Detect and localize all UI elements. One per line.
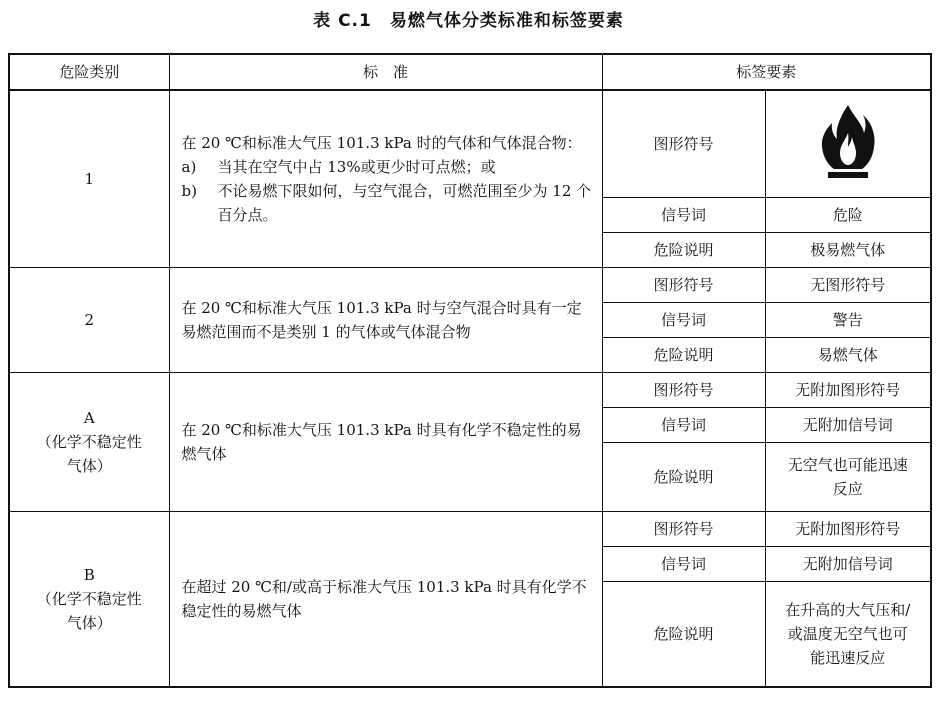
table-row xyxy=(9,512,931,547)
criteria-cell xyxy=(169,90,602,268)
element-value: 警告 xyxy=(765,303,931,338)
category-code: B xyxy=(83,566,95,584)
criteria-intro: 在 20 ℃和标准大气压 101.3 kPa 时的气体和气体混合物： xyxy=(181,134,582,152)
category-cell: 2 xyxy=(9,268,169,373)
element-value: 无图形符号 xyxy=(765,268,931,303)
flame-icon xyxy=(818,103,878,185)
header-criteria: 标 准 xyxy=(169,54,602,90)
element-value: 无附加信号词 xyxy=(765,547,931,582)
element-value: 无附加图形符号 xyxy=(765,512,931,547)
element-label: 信号词 xyxy=(602,198,765,233)
header-category: 危险类别 xyxy=(9,54,169,90)
element-value: 危险 xyxy=(765,198,931,233)
item-marker: b) xyxy=(181,182,197,200)
element-label: 图形符号 xyxy=(602,268,765,303)
pictogram-cell xyxy=(765,90,931,198)
element-value: 无附加信号词 xyxy=(765,408,931,443)
element-label: 信号词 xyxy=(602,408,765,443)
category-note: （化学不稳定性气体） xyxy=(36,433,142,475)
element-label: 危险说明 xyxy=(602,443,765,512)
item-marker: a) xyxy=(181,158,197,176)
element-label: 图形符号 xyxy=(602,90,765,198)
element-value: 无附加图形符号 xyxy=(765,373,931,408)
item-text: 不论易燃下限如何，与空气混合，可燃范围至少为 12 个百分点。 xyxy=(217,182,592,224)
flammable-gas-classification-table xyxy=(8,53,932,688)
criteria-item xyxy=(182,179,592,227)
category-note: （化学不稳定性气体） xyxy=(36,590,142,632)
criteria-cell: 在超过 20 ℃和/或高于标准大气压 101.3 kPa 时具有化学不稳定性的易燃气体 xyxy=(169,512,602,688)
element-label: 危险说明 xyxy=(602,338,765,373)
table-row xyxy=(9,90,931,198)
item-text: 当其在空气中占 13%或更少时可点燃；或 xyxy=(217,158,496,176)
element-value: 无空气也可能迅速反应 xyxy=(765,443,931,512)
element-value: 易燃气体 xyxy=(765,338,931,373)
category-code: A xyxy=(83,409,95,427)
element-value: 极易燃气体 xyxy=(765,233,931,268)
element-label: 信号词 xyxy=(602,547,765,582)
table-title: 表 C.1 易燃气体分类标准和标签要素 xyxy=(313,11,624,31)
element-label: 危险说明 xyxy=(602,582,765,688)
element-label: 图形符号 xyxy=(602,373,765,408)
table-row xyxy=(9,268,931,303)
table-row xyxy=(9,373,931,408)
element-label: 图形符号 xyxy=(602,512,765,547)
criteria-cell: 在 20 ℃和标准大气压 101.3 kPa 时与空气混合时具有一定易燃范围而不是类别 1 的气体或气体混合物 xyxy=(169,268,602,373)
element-label: 危险说明 xyxy=(602,233,765,268)
element-value: 在升高的大气压和/或温度无空气也可能迅速反应 xyxy=(765,582,931,688)
header-row xyxy=(9,54,931,90)
header-label-elements: 标签要素 xyxy=(602,54,931,90)
element-label: 信号词 xyxy=(602,303,765,338)
criteria-cell: 在 20 ℃和标准大气压 101.3 kPa 时具有化学不稳定性的易燃气体 xyxy=(169,373,602,512)
category-cell xyxy=(9,512,169,688)
category-cell xyxy=(9,373,169,512)
category-cell: 1 xyxy=(9,90,169,268)
criteria-item xyxy=(182,155,592,179)
